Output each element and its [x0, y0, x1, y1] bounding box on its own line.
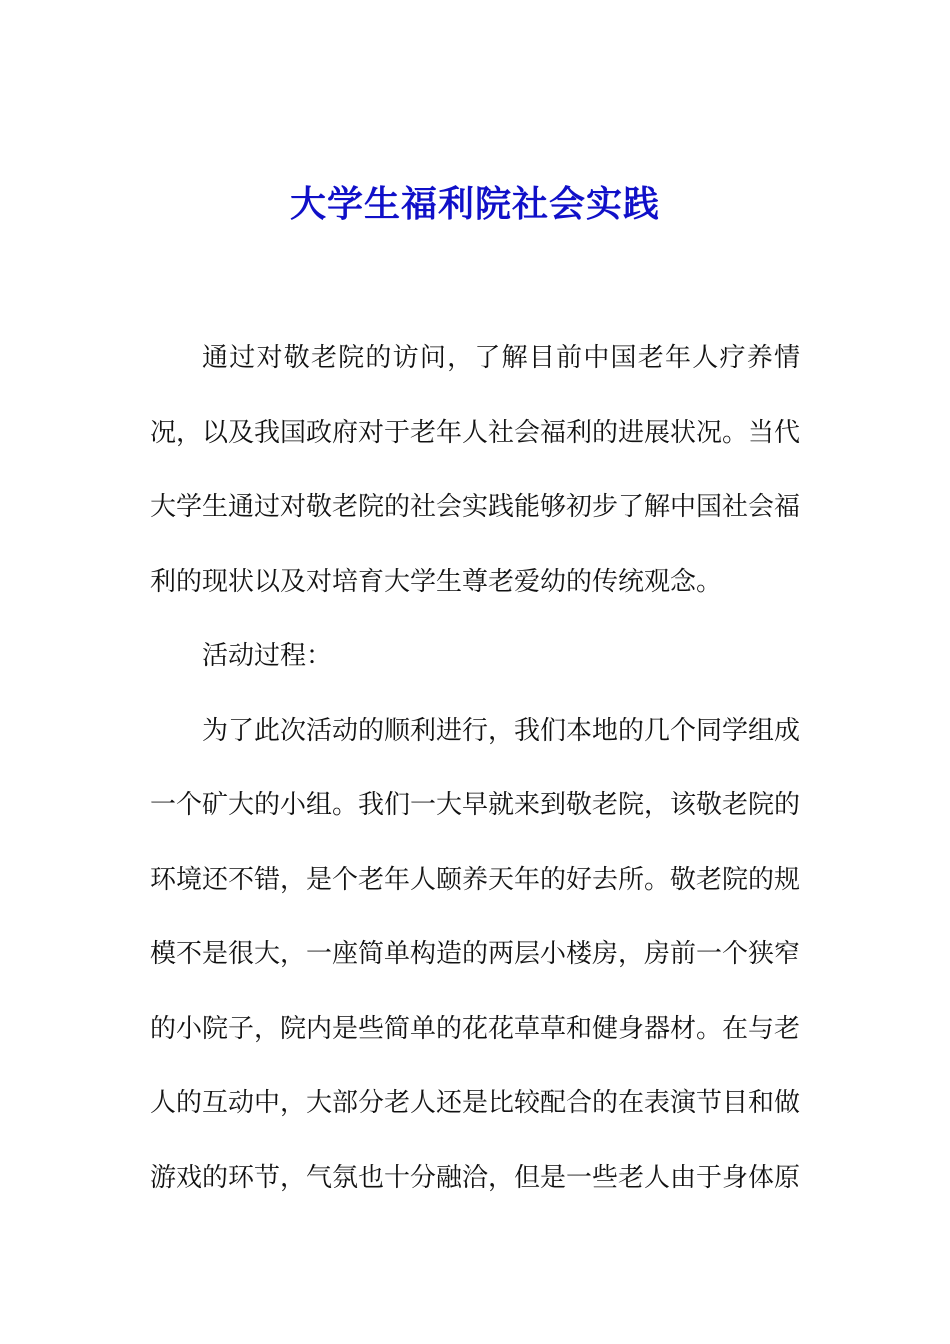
- paragraph-activity-heading: 活动过程：: [202, 641, 333, 671]
- paragraph-intro: 通过对敬老院的访问，了解目前中国老年人疗养情况，以及我国政府对于老年人社会福利的进展状况。当代大学生通过对敬老院的社会实践能够初步了解中国社会福利的现状以及对培育大学生尊老爱幼的传统观念。: [150, 343, 801, 597]
- paragraph-activity-detail: 为了此次活动的顺利进行，我们本地的几个同学组成一个矿大的小组。我们一大早就来到敬老院，该敬老院的环境还不错，是个老年人颐养天年的好去所。敬老院的规模不是很大，一座简单构造的两层小楼房，房前一个狭窄的小院子，院内是些简单的花花草草和健身器材。在与老人的互动中，大部分老人还是比较配合的在表演节目和做游戏的环节，气氛也十分融洽，但是一些老人由于身体原: [150, 715, 801, 1193]
- document-body: [150, 321, 800, 1215]
- document-title: 大学生福利院社会实践: [289, 183, 660, 225]
